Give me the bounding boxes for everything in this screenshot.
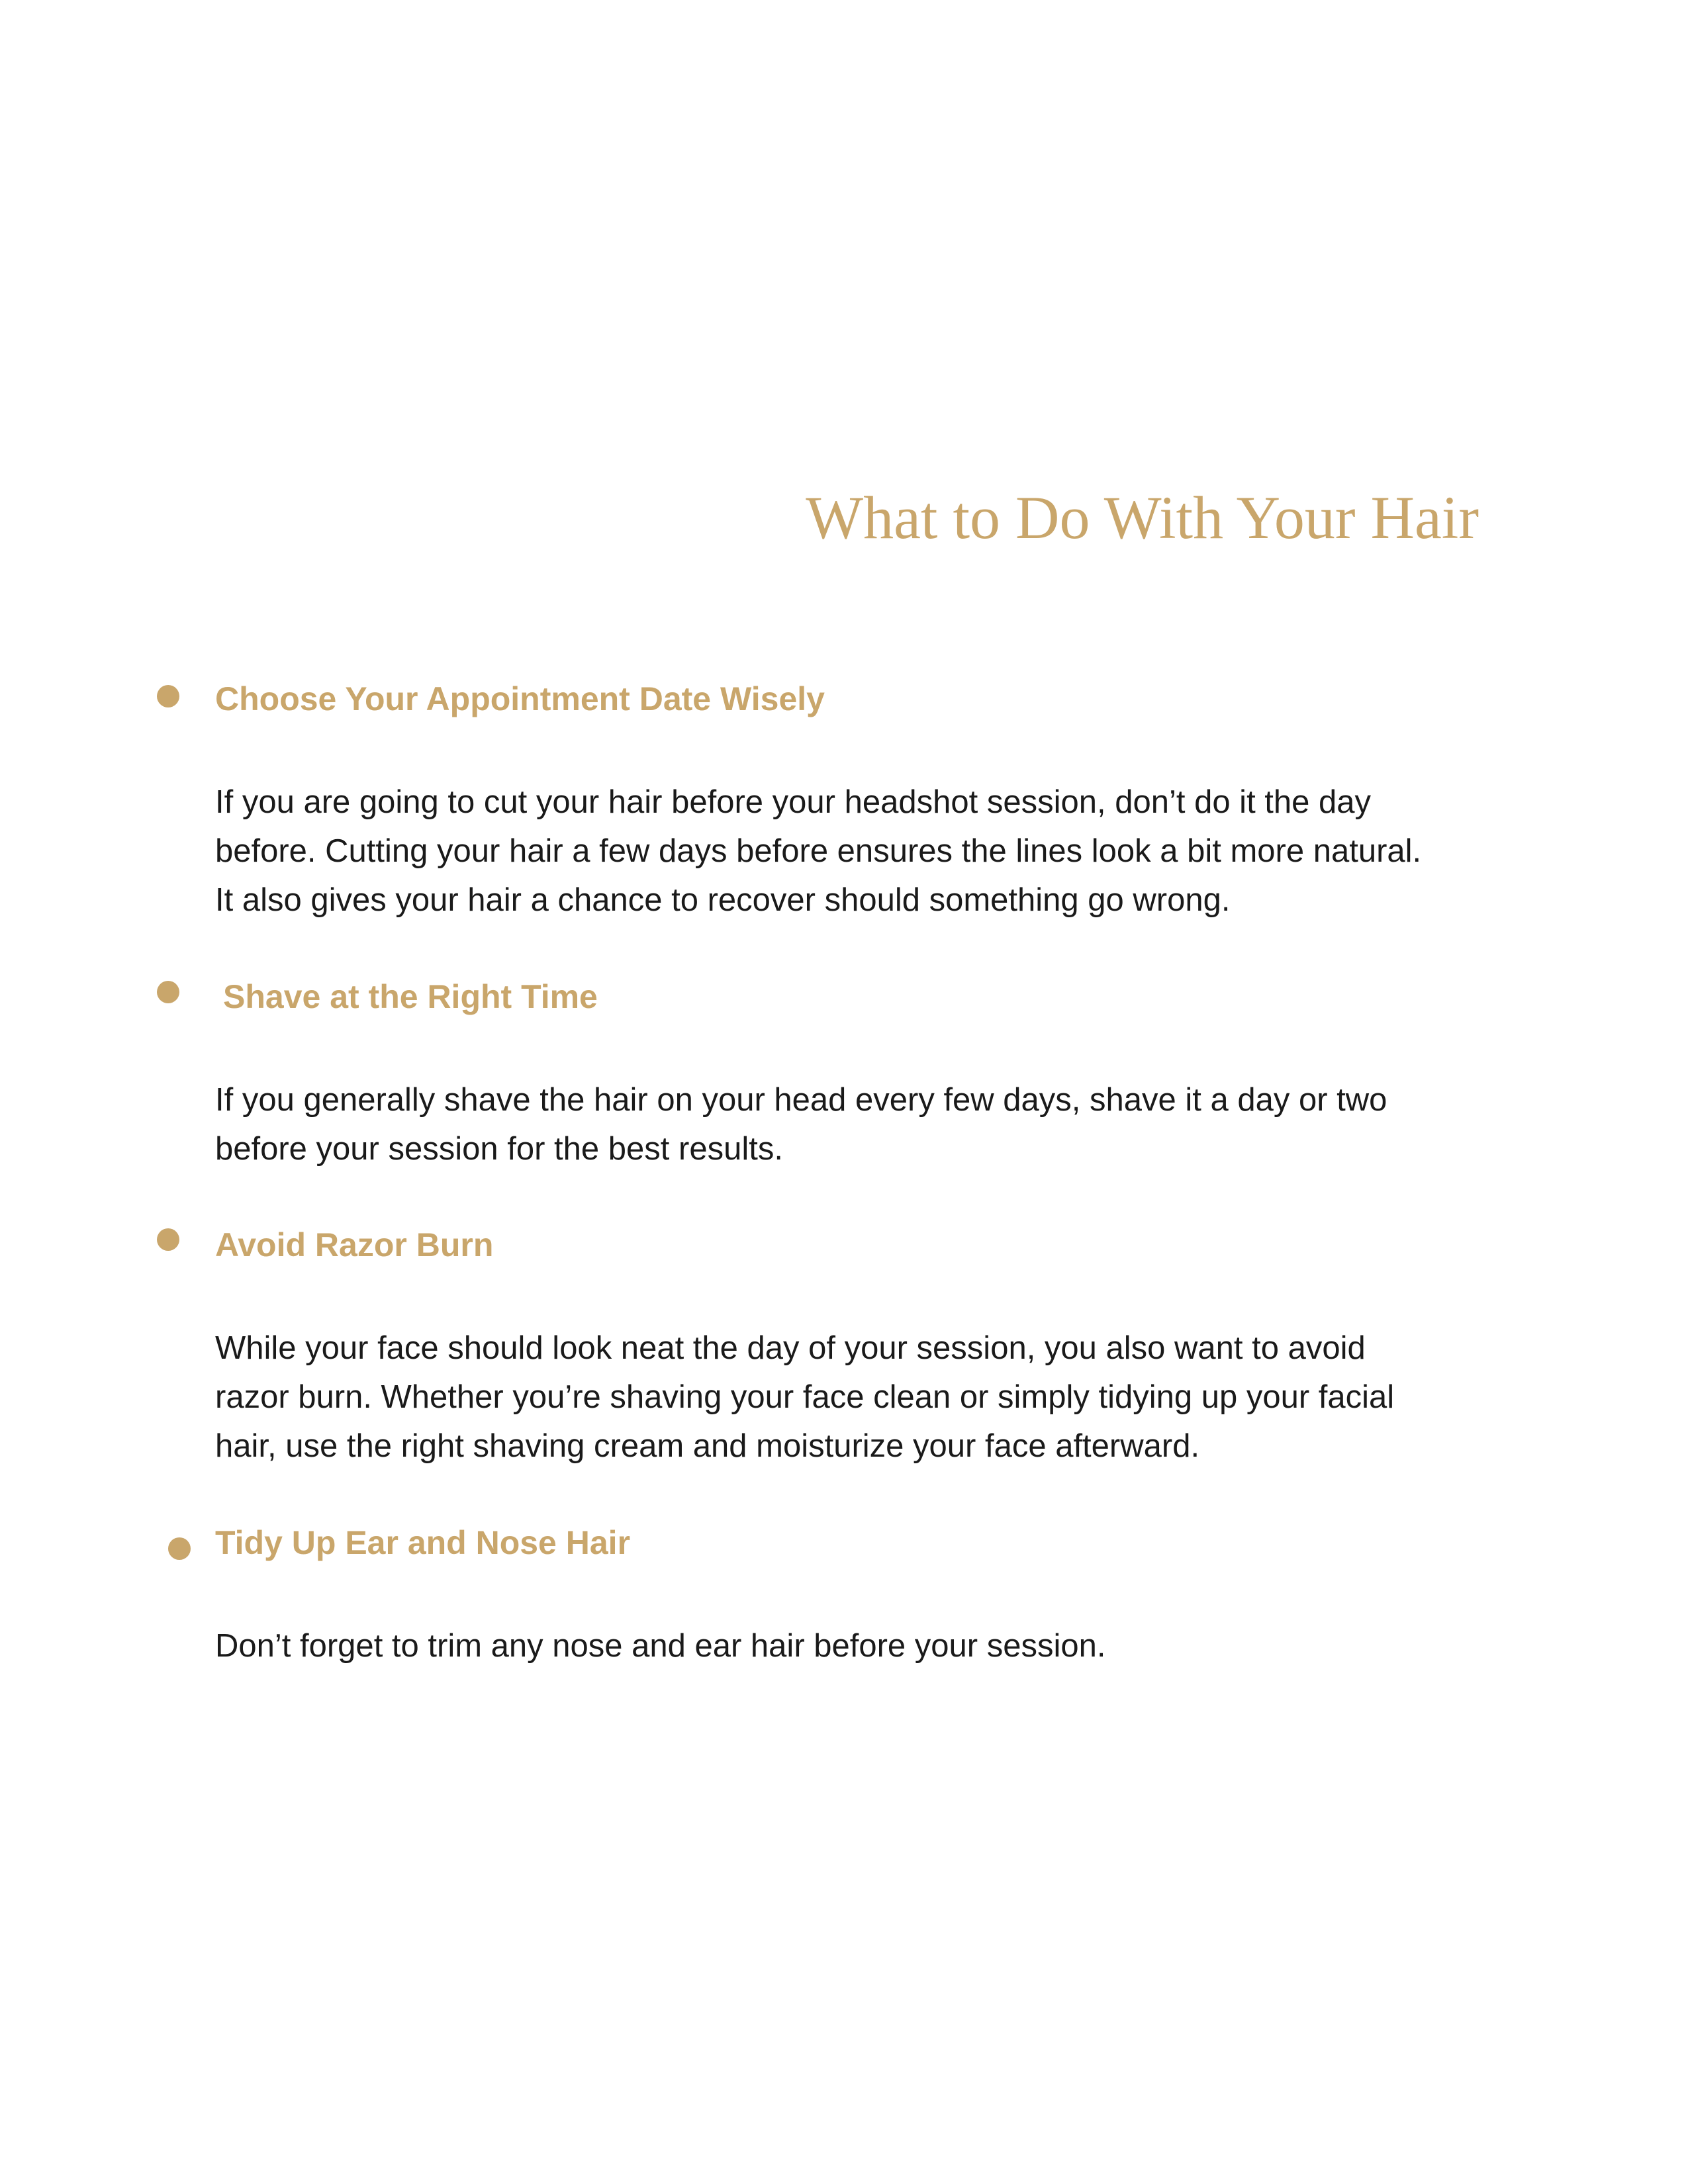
tip-heading: Avoid Razor Burn	[215, 1226, 494, 1263]
bullet-icon	[157, 981, 179, 1003]
tip-body-line: Don’t forget to trim any nose and ear hair before your session.	[215, 1628, 1106, 1664]
bullet-icon	[168, 1537, 191, 1560]
tip-heading: Shave at the Right Time	[223, 978, 598, 1015]
tip-body	[215, 1075, 1506, 1173]
tip-body-line: While your face should look neat the day of your session, you also want to avoid	[215, 1330, 1366, 1366]
tip-body-line: It also gives your hair a chance to recover should something go wrong.	[215, 882, 1231, 918]
tip-body	[215, 778, 1506, 925]
tip-heading: Tidy Up Ear and Nose Hair	[215, 1524, 631, 1561]
tip-body-line: If you generally shave the hair on your head every few days, shave it a day or two	[215, 1082, 1387, 1118]
tip-body-line: razor burn. Whether you’re shaving your face clean or simply tidying up your facial	[215, 1379, 1395, 1415]
tip-body	[215, 1324, 1506, 1471]
tip-body-line: before. Cutting your hair a few days before ensures the lines look a bit more natural.	[215, 833, 1422, 869]
page-title: What to Do With Your Hair	[806, 484, 1479, 551]
tip-heading: Choose Your Appointment Date Wisely	[215, 680, 825, 717]
bullet-icon	[157, 685, 179, 707]
tip-body	[215, 1621, 1506, 1670]
bullet-icon	[157, 1228, 179, 1251]
tip-body-line: before your session for the best results.	[215, 1131, 783, 1167]
tip-body-line: If you are going to cut your hair before your headshot session, don’t do it the day	[215, 784, 1372, 820]
tip-body-line: hair, use the right shaving cream and moisturize your face afterward.	[215, 1428, 1200, 1464]
